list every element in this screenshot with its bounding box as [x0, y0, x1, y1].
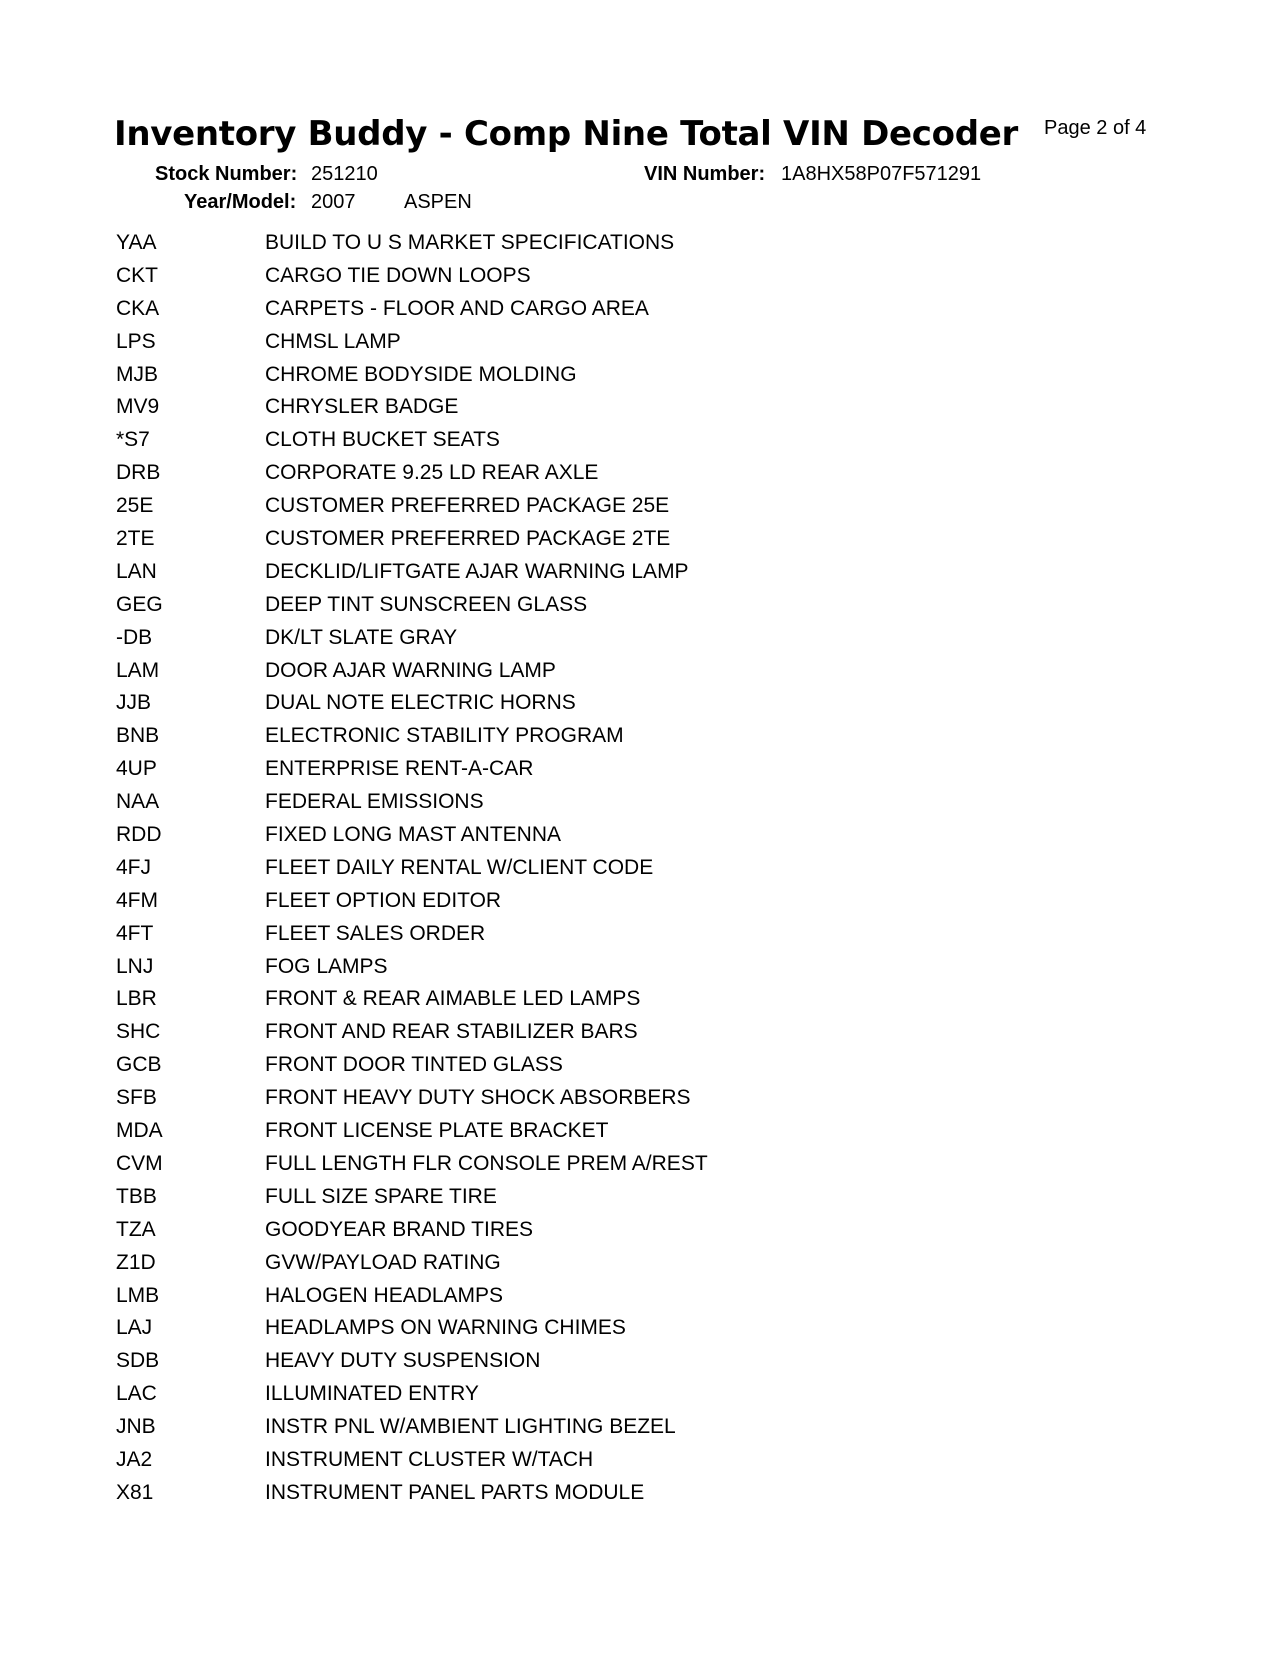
vin-number-label: VIN Number: — [644, 163, 766, 185]
option-code: MV9 — [116, 395, 160, 419]
option-code-row — [116, 362, 1016, 395]
option-description: CARGO TIE DOWN LOOPS — [265, 263, 531, 287]
option-code-row — [116, 1019, 1016, 1052]
option-code: MDA — [116, 1119, 163, 1143]
option-description: ELECTRONIC STABILITY PROGRAM — [265, 724, 624, 748]
option-code-row — [116, 789, 1016, 822]
option-description: BUILD TO U S MARKET SPECIFICATIONS — [265, 231, 675, 254]
option-description: HEAVY DUTY SUSPENSION — [265, 1349, 541, 1373]
option-description: CUSTOMER PREFERRED PACKAGE 2TE — [265, 527, 671, 551]
option-code: DRB — [116, 461, 161, 485]
option-code-row — [116, 954, 1016, 987]
option-description: DK/LT SLATE GRAY — [265, 625, 458, 649]
option-description: ILLUMINATED ENTRY — [265, 1382, 479, 1406]
year-model-label: Year/Model: — [184, 191, 297, 213]
option-code: YAA — [116, 231, 157, 254]
option-code: CKT — [116, 263, 158, 287]
option-description: FLEET DAILY RENTAL W/CLIENT CODE — [265, 855, 654, 879]
option-code: SHC — [116, 1020, 161, 1044]
option-code-row — [116, 1315, 1016, 1348]
option-description: FLEET SALES ORDER — [265, 921, 486, 945]
option-code: -DB — [116, 625, 153, 649]
option-code-row — [116, 1118, 1016, 1151]
option-code: 4FJ — [116, 855, 152, 879]
option-code: Z1D — [116, 1250, 156, 1274]
option-code: 25E — [116, 494, 154, 518]
option-description: GOODYEAR BRAND TIRES — [265, 1217, 533, 1241]
option-code: SFB — [116, 1086, 157, 1110]
option-code-row — [116, 329, 1016, 362]
option-code: LPS — [116, 329, 156, 353]
option-code: LNJ — [116, 954, 154, 978]
option-description: FLEET OPTION EDITOR — [265, 888, 502, 912]
option-description: CHROME BODYSIDE MOLDING — [265, 362, 577, 386]
option-description: INSTRUMENT PANEL PARTS MODULE — [265, 1480, 645, 1504]
page-indicator: Page 2 of 4 — [1044, 117, 1147, 139]
option-code-row — [116, 427, 1016, 460]
option-code-row — [116, 756, 1016, 789]
option-code-row — [116, 559, 1016, 592]
option-code: GCB — [116, 1053, 162, 1077]
option-code: GEG — [116, 592, 163, 616]
option-code-row — [116, 1447, 1016, 1480]
option-code-row — [116, 526, 1016, 559]
option-code-row — [116, 1283, 1016, 1316]
option-code: TBB — [116, 1184, 157, 1208]
option-code: CKA — [116, 296, 160, 320]
option-description: HALOGEN HEADLAMPS — [265, 1283, 504, 1307]
option-code-row — [116, 1250, 1016, 1283]
option-code-row — [116, 855, 1016, 888]
option-code-row — [116, 1381, 1016, 1414]
option-description: GVW/PAYLOAD RATING — [265, 1250, 501, 1274]
option-description: FULL SIZE SPARE TIRE — [265, 1184, 497, 1208]
option-description: HEADLAMPS ON WARNING CHIMES — [265, 1316, 626, 1340]
report-title: Inventory Buddy - Comp Nine Total VIN Decoder — [114, 114, 1018, 154]
option-code-list — [116, 230, 1016, 1513]
stock-number-label: Stock Number: — [155, 163, 298, 185]
option-code: LAC — [116, 1382, 157, 1406]
option-code: CVM — [116, 1151, 163, 1175]
option-description: FEDERAL EMISSIONS — [265, 790, 484, 814]
option-code: NAA — [116, 790, 160, 814]
option-code: MJB — [116, 362, 158, 386]
option-code: 4FM — [116, 888, 158, 912]
option-code-row — [116, 690, 1016, 723]
option-code-row — [116, 658, 1016, 691]
option-code-row — [116, 263, 1016, 296]
option-code: LAJ — [116, 1316, 153, 1340]
option-description: DOOR AJAR WARNING LAMP — [265, 658, 556, 682]
option-code-row — [116, 592, 1016, 625]
option-code-row — [116, 888, 1016, 921]
option-code: *S7 — [116, 428, 150, 452]
option-description: DEEP TINT SUNSCREEN GLASS — [265, 592, 588, 616]
option-code-row — [116, 394, 1016, 427]
option-code: LAM — [116, 658, 160, 682]
option-description: CHRYSLER BADGE — [265, 395, 459, 419]
option-code: LAN — [116, 559, 157, 583]
option-code-row — [116, 1151, 1016, 1184]
option-description: FRONT & REAR AIMABLE LED LAMPS — [265, 987, 641, 1011]
option-description: CHMSL LAMP — [265, 329, 401, 353]
option-description: FRONT LICENSE PLATE BRACKET — [265, 1119, 609, 1143]
option-code: RDD — [116, 823, 162, 847]
option-code: LMB — [116, 1283, 160, 1307]
option-description: INSTR PNL W/AMBIENT LIGHTING BEZEL — [265, 1415, 676, 1439]
option-code-row — [116, 625, 1016, 658]
option-code: JNB — [116, 1415, 156, 1439]
option-code-row — [116, 986, 1016, 1019]
option-code-row — [116, 822, 1016, 855]
option-description: DUAL NOTE ELECTRIC HORNS — [265, 691, 576, 715]
option-code-row — [116, 1414, 1016, 1447]
option-code: TZA — [116, 1217, 156, 1241]
option-code: JJB — [116, 691, 152, 715]
option-description: FIXED LONG MAST ANTENNA — [265, 823, 561, 847]
option-description: INSTRUMENT CLUSTER W/TACH — [265, 1447, 594, 1471]
option-code: 4UP — [116, 757, 157, 781]
option-description: ENTERPRISE RENT-A-CAR — [265, 757, 534, 781]
option-code: SDB — [116, 1349, 160, 1373]
option-code: 4FT — [116, 921, 154, 945]
option-code: X81 — [116, 1480, 154, 1504]
option-code-row — [116, 493, 1016, 526]
option-code-row — [116, 1184, 1016, 1217]
model-value: ASPEN — [404, 191, 472, 213]
option-code-row — [116, 1480, 1016, 1513]
option-description: FRONT DOOR TINTED GLASS — [265, 1053, 563, 1077]
option-description: FRONT HEAVY DUTY SHOCK ABSORBERS — [265, 1086, 691, 1110]
option-description: CLOTH BUCKET SEATS — [265, 428, 500, 452]
year-value: 2007 — [311, 191, 356, 213]
option-description: CORPORATE 9.25 LD REAR AXLE — [265, 461, 599, 485]
option-code-row — [116, 1052, 1016, 1085]
option-code-row — [116, 1348, 1016, 1381]
option-code-row — [116, 1085, 1016, 1118]
option-description: FOG LAMPS — [265, 954, 388, 978]
vin-number-value: 1A8HX58P07F571291 — [781, 163, 982, 185]
option-code: LBR — [116, 987, 157, 1011]
option-description: FRONT AND REAR STABILIZER BARS — [265, 1020, 638, 1044]
option-code: BNB — [116, 724, 160, 748]
option-code-row — [116, 723, 1016, 756]
option-description: CARPETS - FLOOR AND CARGO AREA — [265, 296, 649, 320]
stock-number-value: 251210 — [311, 163, 378, 185]
option-description: FULL LENGTH FLR CONSOLE PREM A/REST — [265, 1151, 708, 1175]
option-description: DECKLID/LIFTGATE AJAR WARNING LAMP — [265, 559, 689, 583]
option-code: JA2 — [116, 1447, 153, 1471]
option-code-row — [116, 921, 1016, 954]
option-code-row — [116, 460, 1016, 493]
option-code-row — [116, 296, 1016, 329]
option-code-row — [116, 1217, 1016, 1250]
option-code: 2TE — [116, 527, 155, 551]
option-description: CUSTOMER PREFERRED PACKAGE 25E — [265, 494, 670, 518]
option-code-row — [116, 230, 1016, 263]
